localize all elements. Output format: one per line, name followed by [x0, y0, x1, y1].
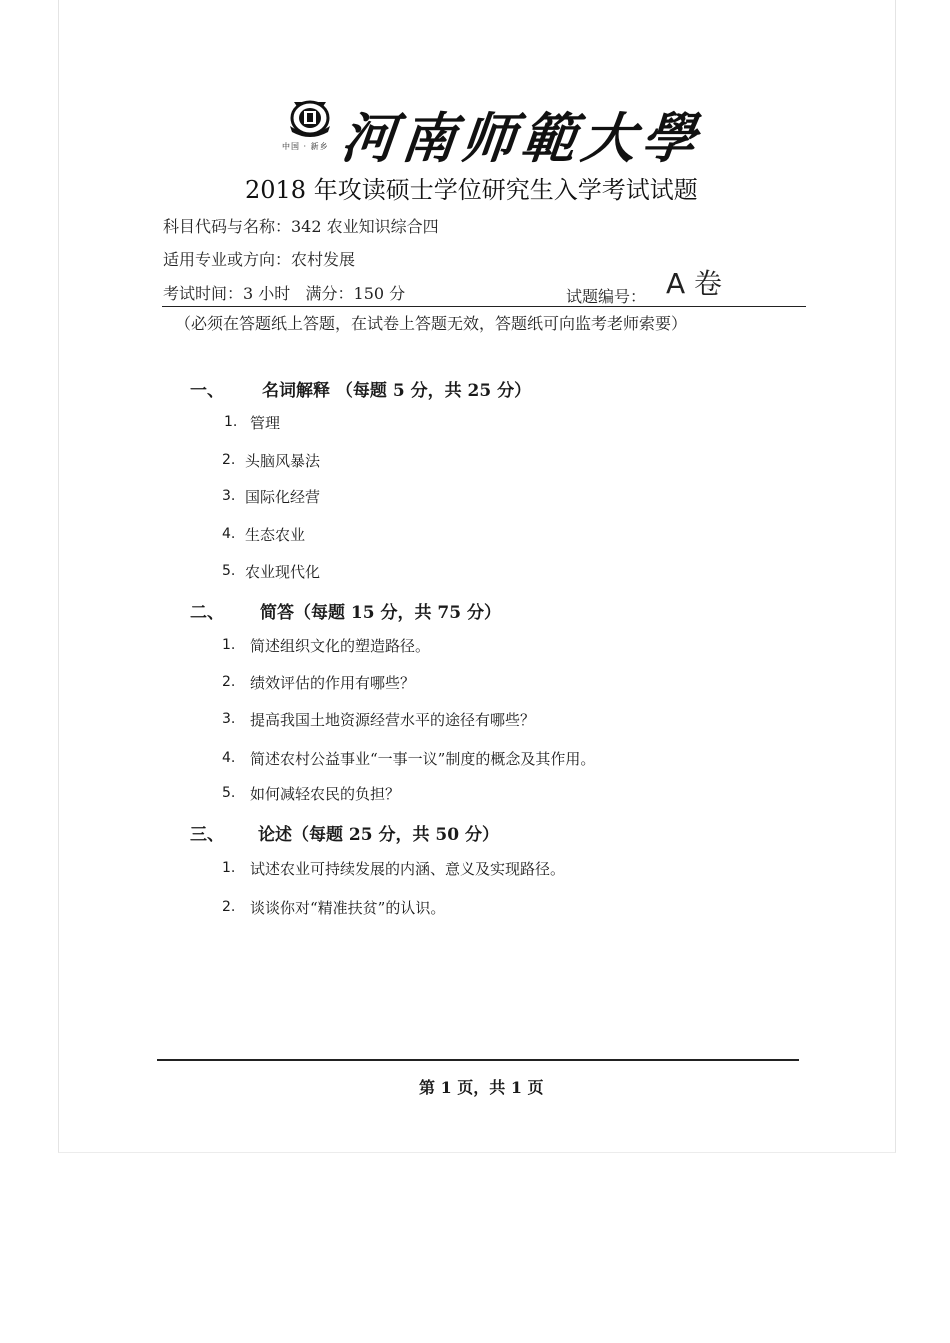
question-number: 5. [222, 563, 236, 579]
question-text: 简述组织文化的塑造路径。 [250, 637, 431, 655]
question-text: 农业现代化 [245, 563, 321, 581]
question-text: 提高我国土地资源经营水平的途径有哪些？ [250, 711, 536, 729]
question-text: 头脑风暴法 [245, 452, 321, 470]
section-3-number: 三、 [190, 825, 224, 845]
section-1-number: 一、 [190, 381, 224, 401]
question-text: 国际化经营 [245, 488, 321, 506]
section-2-number: 二、 [190, 603, 224, 623]
answer-notice: （必须在答题纸上答题，在试卷上答题无效，答题纸可向监考老师索要） [175, 314, 688, 333]
major-line: 适用专业或方向：农村发展 [163, 250, 356, 269]
time-score-line: 考试时间：3 小时 满分：150 分 [163, 284, 406, 303]
paper-code-value: A 卷 [666, 267, 723, 300]
subject-line: 科目代码与名称：342 农业知识综合四 [163, 217, 439, 236]
university-name: 河南师範大學 [338, 106, 705, 170]
question-number: 2. [222, 899, 236, 915]
question-number: 1. [224, 414, 238, 430]
question-text: 如何减轻农民的负担？ [250, 785, 401, 803]
section-1-title: 名词解释 （每题 5 分，共 25 分） [262, 381, 532, 401]
question-text: 绩效评估的作用有哪些？ [250, 674, 416, 692]
question-number: 3. [222, 711, 236, 727]
paper-code-label: 试题编号： [566, 287, 647, 306]
question-number: 4. [222, 750, 236, 766]
header-divider [162, 306, 806, 307]
question-number: 3. [222, 488, 236, 504]
question-text: 试述农业可持续发展的内涵、意义及实现路径。 [250, 860, 566, 878]
footer-divider [157, 1059, 799, 1061]
question-number: 5. [222, 785, 236, 801]
question-text: 谈谈你对“精准扶贫”的认识。 [250, 899, 446, 917]
question-number: 2. [222, 452, 236, 468]
section-2-title: 简答（每题 15 分，共 75 分） [260, 603, 501, 623]
question-number: 4. [222, 526, 236, 542]
question-text: 生态农业 [245, 526, 306, 544]
question-text: 简述农村公益事业“一事一议”制度的概念及其作用。 [250, 750, 596, 768]
question-text: 管理 [250, 414, 281, 432]
question-number: 1. [222, 860, 236, 876]
question-number: 2. [222, 674, 236, 690]
page-number: 第 1 页，共 1 页 [419, 1078, 544, 1097]
emblem-caption: 中国 · 新乡 [282, 142, 329, 151]
question-number: 1. [222, 637, 236, 653]
section-3-title: 论述（每题 25 分，共 50 分） [258, 825, 499, 845]
exam-title: 2018 年攻读硕士学位研究生入学考试试题 [245, 176, 698, 204]
